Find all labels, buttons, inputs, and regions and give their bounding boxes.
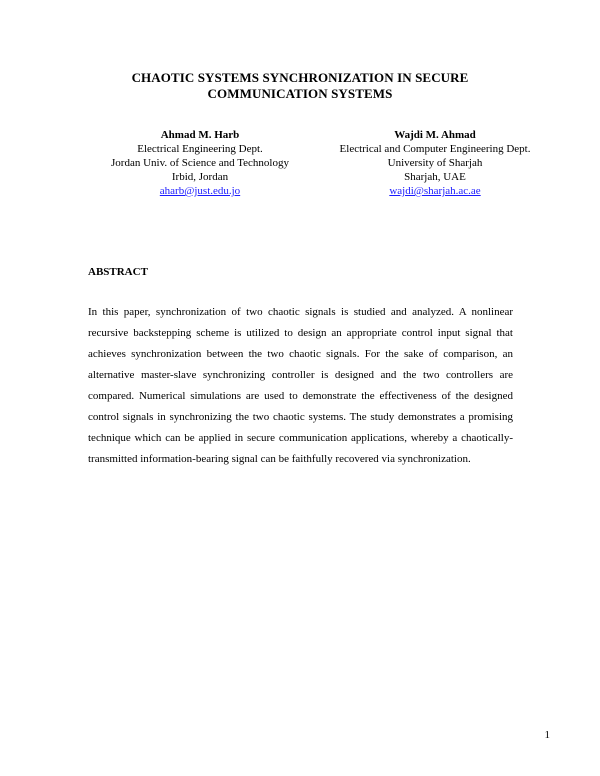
author-location: Irbid, Jordan: [171, 171, 229, 183]
author-institution: Jordan Univ. of Science and Technology: [111, 157, 289, 169]
author-block-2: [322, 128, 548, 198]
author-block-1: [86, 128, 314, 198]
paper-title: [0, 70, 600, 102]
author-email-wrapper: [322, 184, 548, 198]
author-name: Ahmad M. Harb: [160, 129, 240, 141]
author-email-link[interactable]: wajdi@sharjah.ac.ae: [389, 185, 481, 197]
paper-title-line-2: COMMUNICATION SYSTEMS: [207, 86, 393, 101]
abstract-paragraph: In this paper, synchronization of two chaotic signals is studied and analyzed. A nonlinear recursive backstepping scheme is utilized to design an appropriate control input signal that achieves synchronization between the two chaotic signals. For the sake of comparison, an alternative master-slave synchronizing controller is designed and the two controllers are compared. Numerical simulations are used to demonstrate the effectiveness of the designed control signals in synchronizing the two chaotic systems. The study demonstrates a promising technique which can be applied in secure communication applications, whereby a chaotically-transmitted information-bearing signal can be faithfully recovered via synchronization.: [88, 306, 513, 465]
abstract-heading: ABSTRACT: [88, 266, 148, 278]
page-number: 1: [544, 729, 550, 741]
paper-title-line-1: CHAOTIC SYSTEMS SYNCHRONIZATION IN SECURE: [131, 70, 469, 85]
author-institution: University of Sharjah: [387, 157, 483, 169]
author-name: Wajdi M. Ahmad: [394, 129, 476, 141]
author-email-link[interactable]: aharb@just.edu.jo: [159, 185, 241, 197]
author-department: Electrical Engineering Dept.: [137, 143, 263, 155]
author-department: Electrical and Computer Engineering Dept.: [339, 143, 531, 155]
author-email-wrapper: [86, 184, 314, 198]
author-location: Sharjah, UAE: [404, 171, 466, 183]
